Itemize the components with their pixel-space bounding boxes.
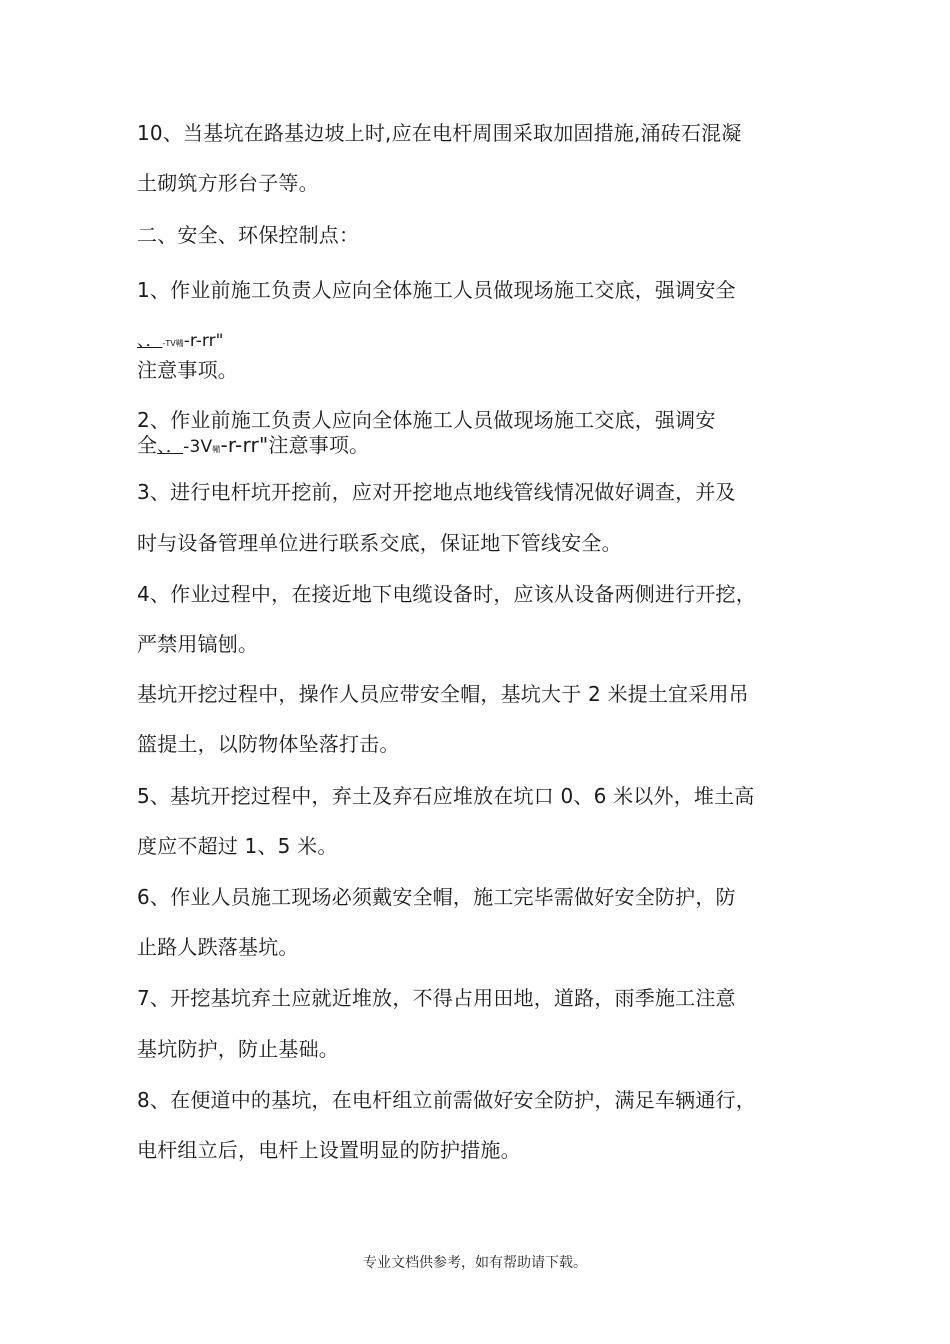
text-fragment: 全: [137, 433, 158, 457]
garbled-fragment: -3V: [183, 437, 213, 457]
text-line: 4、作业过程中，在接近地下电缆设备时，应该从设备两侧进行开挖，: [137, 582, 756, 606]
text-line: 土砌筑方形台子等。: [137, 171, 319, 195]
text-line: 2、作业前施工负责人应向全体施工人员做现场施工交底，强调安: [137, 408, 716, 432]
text-line: 时与设备管理单位进行联系交底，保证地下管线安全。: [137, 531, 622, 555]
garbled-text-line: [137, 433, 369, 462]
section-heading: 二、安全、环保控制点：: [137, 223, 360, 247]
text-line: 电杆组立后，电杆上设置明显的防护措施。: [137, 1138, 521, 1162]
text-line: 基坑防护，防止基础。: [137, 1037, 339, 1061]
garbled-fragment: 、．: [157, 437, 184, 457]
garbled-fragment: 、．: [137, 331, 163, 351]
text-line: 篮提土，以防物体坠落打击。: [137, 732, 400, 756]
text-line: 度应不超过 1、5 米。: [137, 834, 338, 858]
text-line: 注意事项。: [137, 358, 238, 382]
text-line: 5、基坑开挖过程中，弃土及弃石应堆放在坑口 0、6 米以外，堆土高: [137, 784, 755, 808]
text-line: 6、作业人员施工现场必须戴安全帽，施工完毕需做好安全防护，防: [137, 885, 736, 909]
text-line: 基坑开挖过程中，操作人员应带安全帽，基坑大于 2 米提土宜采用吊: [137, 682, 749, 706]
garbled-fragment: 鞴: [212, 445, 221, 454]
text-line: 7、开挖基坑弃土应就近堆放，不得占用田地，道路，雨季施工注意: [137, 986, 736, 1010]
text-line: 3、进行电杆坑开挖前，应对开挖地点地线管线情况做好调查，并及: [137, 480, 736, 504]
text-line: 止路人跌落基坑。: [137, 935, 299, 959]
text-line: 严禁用镐刨。: [137, 632, 259, 656]
text-line: 10、当基坑在路基边坡上时,应在电杆周围采取加固措施,涌砖石混凝: [137, 121, 742, 145]
garbled-text-line: [137, 331, 223, 354]
page-footer: 专业文档供参考，如有帮助请下载。: [363, 1255, 587, 1271]
text-fragment: -r-rr"注意事项。: [220, 433, 370, 457]
text-line: 8、在便道中的基坑，在电杆组立前需做好安全防护，满足车辆通行，: [137, 1088, 756, 1112]
garbled-fragment: -TV鞴: [162, 339, 184, 348]
garbled-fragment: -r-rr": [183, 331, 224, 351]
text-line: 1、作业前施工负责人应向全体施工人员做现场施工交底，强调安全: [137, 278, 736, 302]
